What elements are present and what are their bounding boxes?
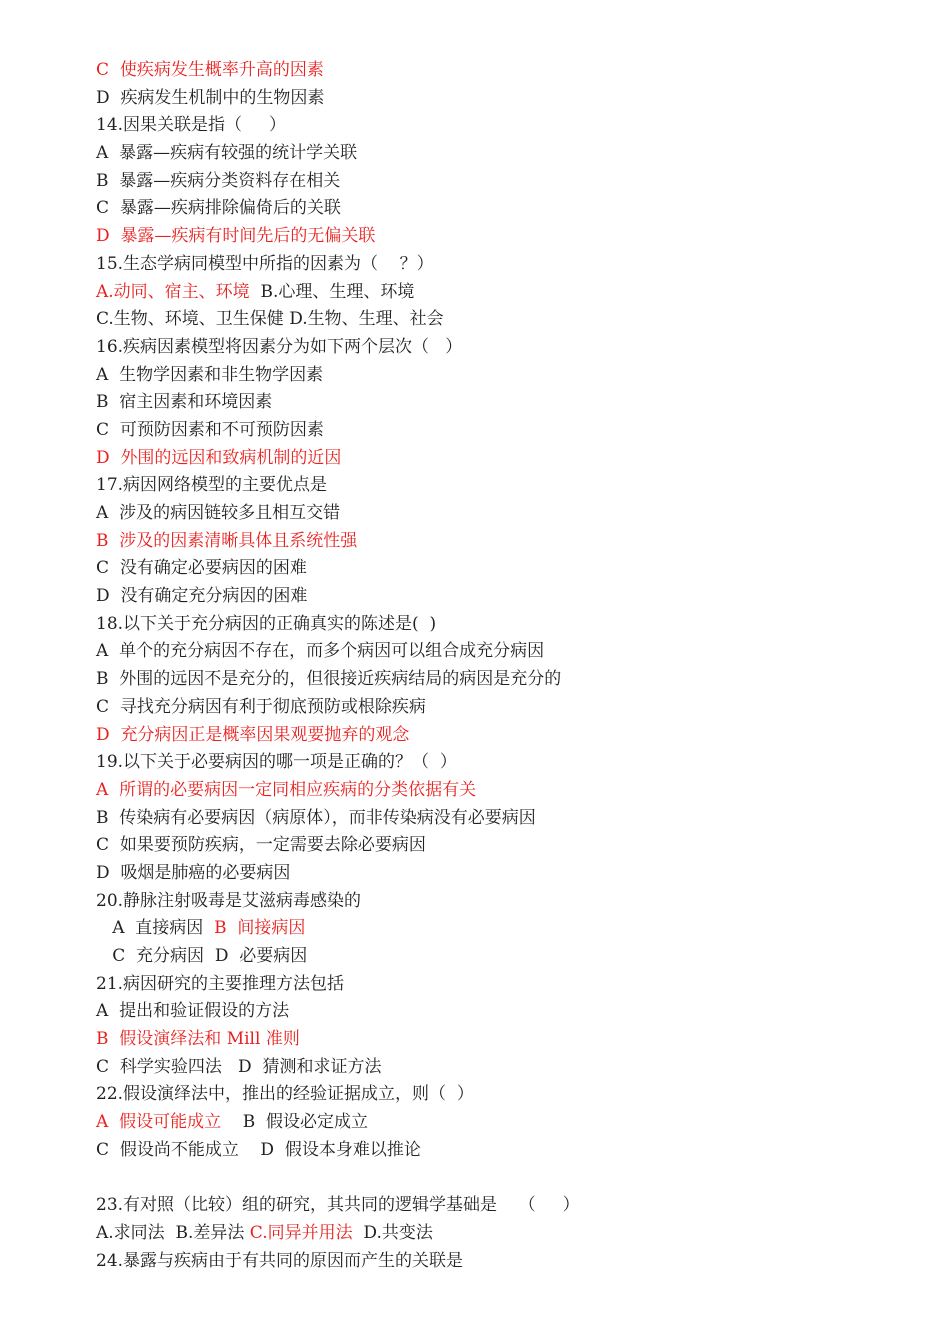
question-text: 19.以下关于必要病因的哪一项是正确的？（ ） [96, 752, 457, 773]
text-line [96, 472, 916, 500]
text-line [96, 334, 916, 362]
question-text: 16.疾病因素模型将因素分为如下两个层次（ ） [96, 336, 463, 357]
text-line [96, 1220, 916, 1248]
question-text: 21.病因研究的主要推理方法包括 [96, 973, 345, 994]
question-text: 15.生态学病同模型中所指的因素为（ ？） [96, 253, 434, 274]
text-line [96, 1137, 916, 1165]
text-line [96, 500, 916, 528]
question-text: 17.病因网络模型的主要优点是 [96, 475, 328, 496]
question-text: B.心理、生理、环境 [249, 281, 415, 302]
question-text: A 涉及的病因链较多且相互交错 [96, 503, 341, 523]
text-line [96, 112, 916, 140]
document-page [96, 57, 916, 1275]
question-text: C 暴露—疾病排除偏倚后的关联 [96, 198, 341, 219]
text-line [96, 1054, 916, 1082]
question-text: 23.有对照（比较）组的研究，其共同的逻辑学基础是 （ ） [96, 1195, 580, 1216]
answer-text: A 假设可能成立 [96, 1112, 222, 1133]
question-text: A 单个的充分病因不存在，而多个病因可以组合成充分病因 [96, 641, 545, 662]
text-line [96, 1192, 916, 1220]
question-text: 18.以下关于充分病因的正确真实的陈述是( ) [96, 613, 437, 634]
text-line [96, 611, 916, 639]
question-text: C.生物、环境、卫生保健 D.生物、生理、社会 [96, 309, 444, 330]
text-line [96, 1026, 916, 1054]
text-line [96, 140, 916, 168]
answer-text: B 涉及的因素清晰具体且系统性强 [96, 530, 358, 551]
text-line [96, 583, 916, 611]
question-text: B 宿主因素和环境因素 [96, 392, 273, 413]
text-line [96, 279, 916, 307]
text-line [96, 168, 916, 196]
question-text: B 传染病有必要病因（病原体），而非传染病没有必要病因 [96, 807, 536, 828]
text-line [96, 943, 916, 971]
text-line [96, 1081, 916, 1109]
text-line [96, 85, 916, 113]
question-text: A 暴露—疾病有较强的统计学关联 [96, 143, 358, 164]
question-text: D.共变法 [352, 1222, 433, 1243]
question-text: C 寻找充分病因有利于彻底预防或根除疾病 [96, 696, 426, 717]
text-line [96, 306, 916, 334]
text-line [96, 555, 916, 583]
answer-text: C.同异并用法 [249, 1222, 353, 1243]
text-line [96, 694, 916, 722]
text-line [96, 417, 916, 445]
text-line [96, 389, 916, 417]
text-line [96, 57, 916, 85]
text-line [96, 888, 916, 916]
answer-text: B 假设演绎法和 Mill 准则 [96, 1029, 300, 1050]
text-line [96, 666, 916, 694]
question-text: 24.暴露与疾病由于有共同的原因而产生的关联是 [96, 1250, 464, 1271]
text-line [96, 722, 916, 750]
text-line [96, 1109, 916, 1137]
question-text: A 生物学因素和非生物学因素 [96, 364, 324, 385]
text-line [96, 915, 916, 943]
text-line [96, 777, 916, 805]
question-text: D 没有确定充分病因的困难 [96, 586, 308, 607]
question-text: 14.因果关联是指（ ） [96, 115, 287, 136]
question-text: B 假设必定成立 [221, 1112, 369, 1133]
answer-text: D 充分病因正是概率因果观要抛弃的观念 [96, 724, 410, 745]
text-line [96, 195, 916, 223]
text-line [96, 998, 916, 1026]
question-text: A.求同法 B.差异法 [96, 1222, 250, 1243]
question-text: B 暴露—疾病分类资料存在相关 [96, 170, 341, 191]
question-text: 22.假设演绎法中，推出的经验证据成立，则（ ） [96, 1084, 474, 1105]
question-text: D 疾病发生机制中的生物因素 [96, 87, 325, 108]
question-text: A 提出和验证假设的方法 [96, 1001, 290, 1022]
text-line [96, 749, 916, 777]
text-line [96, 223, 916, 251]
text-line [96, 1248, 916, 1276]
text-line [96, 971, 916, 999]
text-line [96, 251, 916, 279]
text-line [96, 832, 916, 860]
answer-text: C 使疾病发生概率升高的因素 [96, 60, 324, 80]
question-text: 20.静脉注射吸毒是艾滋病毒感染的 [96, 890, 362, 911]
text-line [96, 860, 916, 888]
question-text: C 如果要预防疾病，一定需要去除必要病因 [96, 835, 426, 856]
question-text: B 外围的远因不是充分的，但很接近疾病结局的病因是充分的 [96, 669, 562, 690]
text-line [96, 362, 916, 390]
question-text: C 充分病因 D 必要病因 [96, 946, 308, 966]
answer-text: A 所谓的必要病因一定同相应疾病的分类依据有关 [96, 779, 477, 800]
blank-line [96, 1165, 916, 1193]
question-text: A 直接病因 [96, 918, 215, 939]
question-text: D 吸烟是肺癌的必要病因 [96, 862, 291, 883]
text-line [96, 528, 916, 556]
answer-text: D 外围的远因和致病机制的近因 [96, 447, 342, 468]
question-text: C 没有确定必要病因的困难 [96, 558, 307, 579]
answer-text: A.动同、宿主、环境 [96, 281, 250, 302]
question-text: C 可预防因素和不可预防因素 [96, 419, 324, 440]
text-line [96, 805, 916, 833]
text-line [96, 638, 916, 666]
answer-text: B 间接病因 [214, 918, 306, 939]
text-line [96, 445, 916, 473]
answer-text: D 暴露—疾病有时间先后的无偏关联 [96, 226, 376, 247]
question-text: C 假设尚不能成立 D 假设本身难以推论 [96, 1139, 421, 1160]
question-text: C 科学实验四法 D 猜测和求证方法 [96, 1056, 382, 1077]
